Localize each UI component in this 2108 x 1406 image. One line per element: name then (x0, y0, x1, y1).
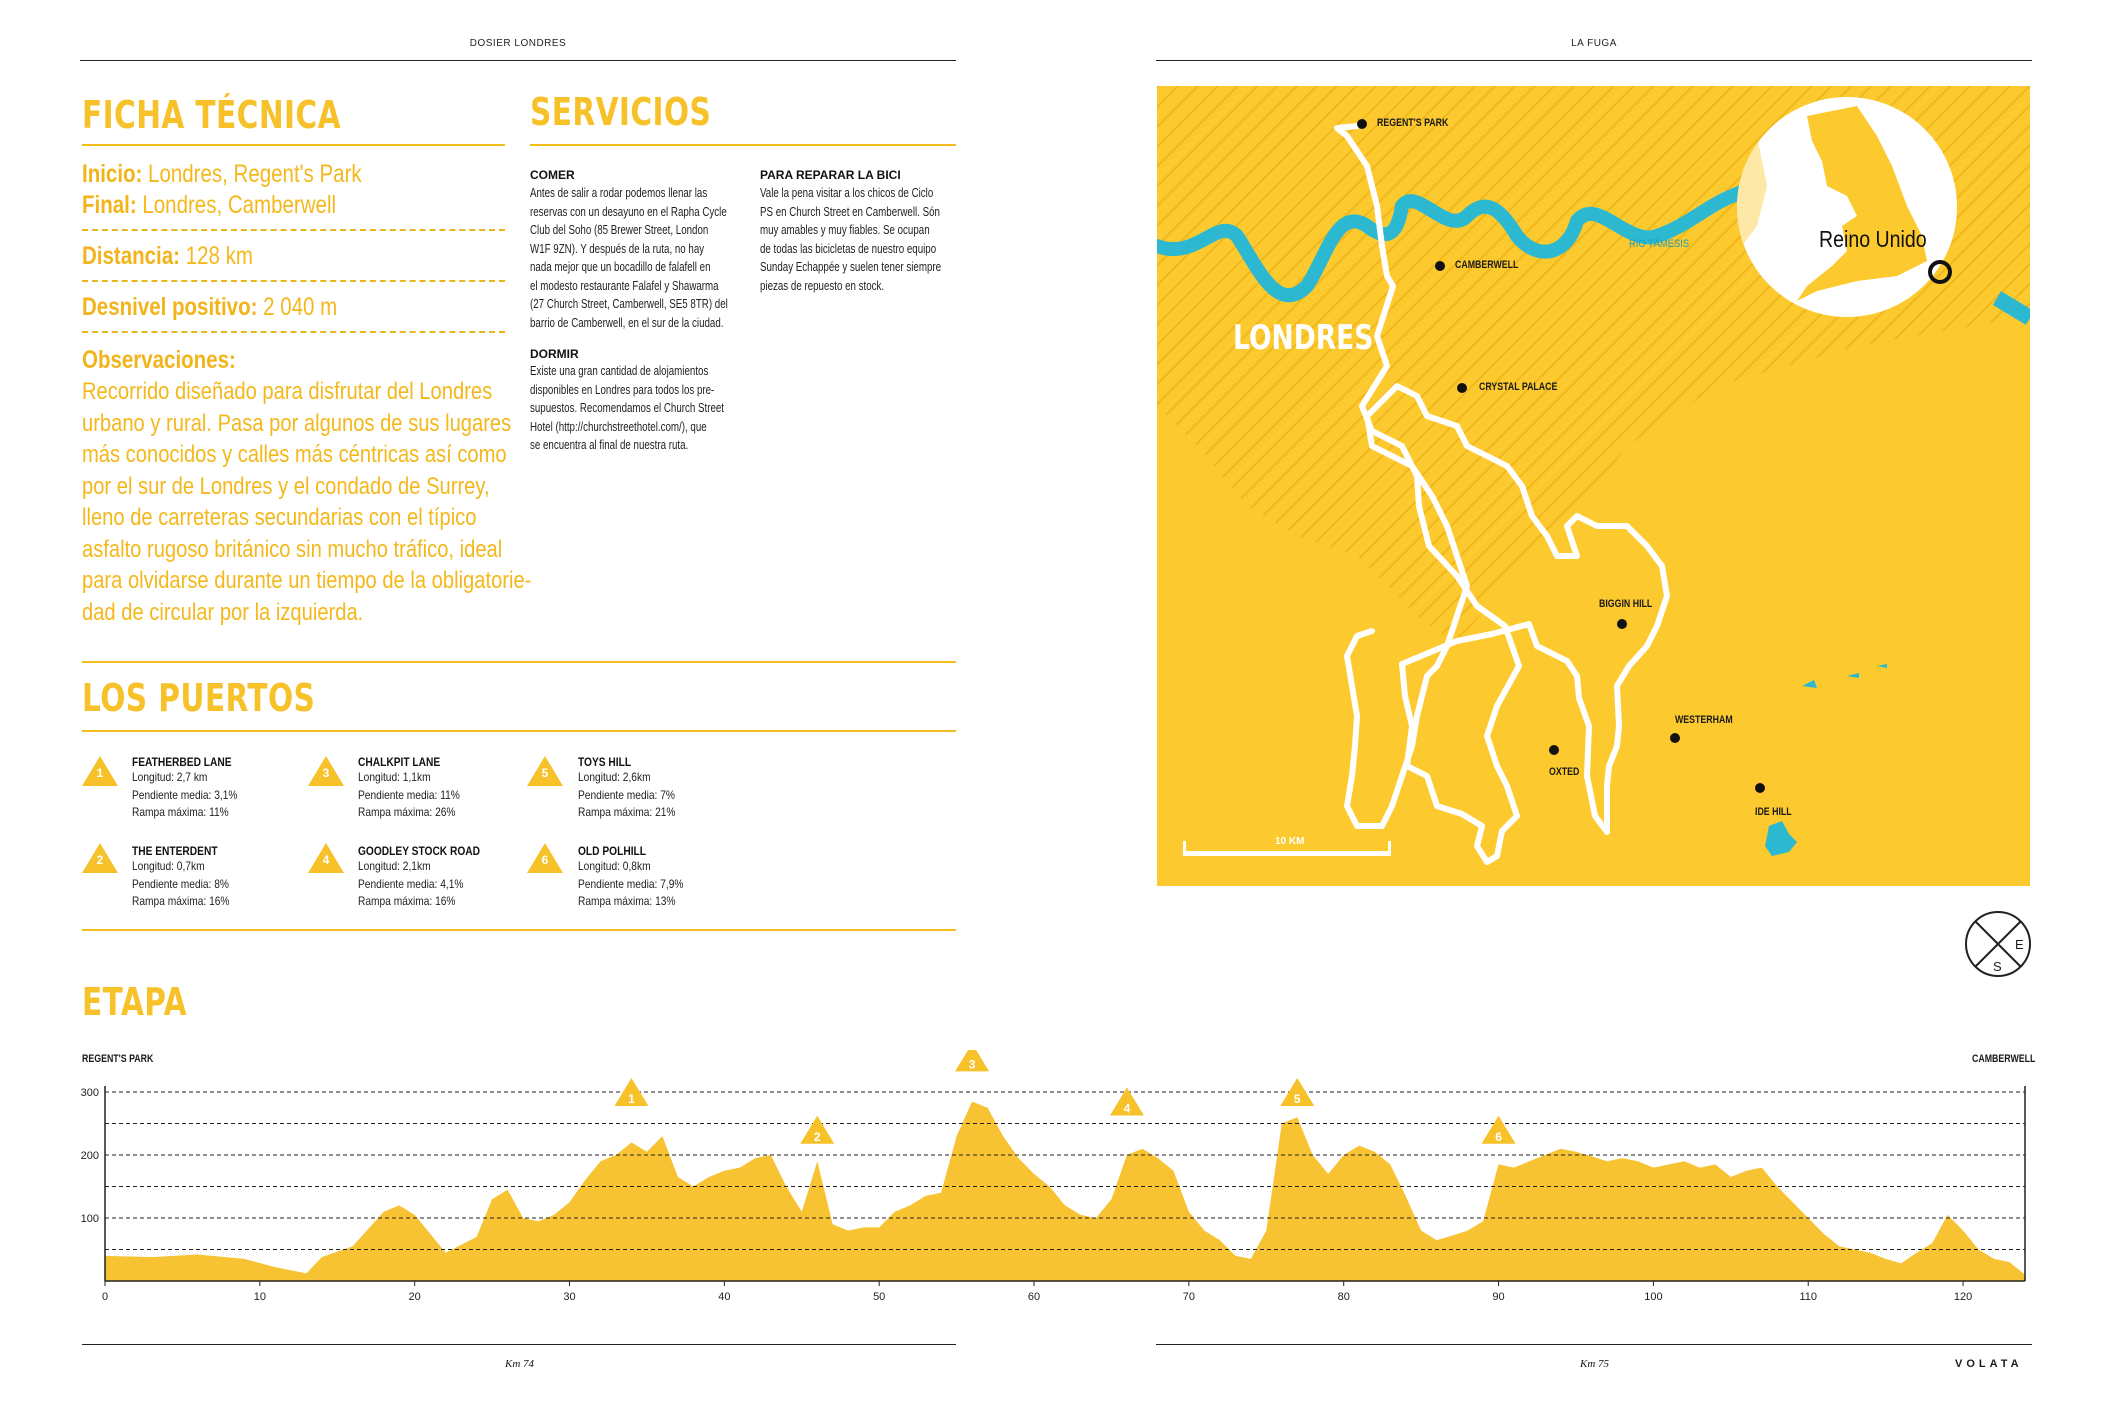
obs-line: Recorrido diseñado para disfrutar del Londres (82, 378, 493, 405)
distancia-label: Distancia: (82, 242, 180, 270)
distancia-value: 128 km (179, 242, 253, 270)
brand-logo: VOLATA (1955, 1358, 2023, 1370)
inicio-label: Inicio: (82, 160, 143, 188)
x-tick-label: 0 (101, 1291, 109, 1303)
ficha-desnivel (82, 293, 337, 322)
dormir-line: se encuentra al final de nuestra ruta. (530, 438, 689, 452)
profile-end-label: CAMBERWELL (1972, 1053, 2036, 1065)
puerto-rampa: Rampa máxima: 26% (358, 805, 456, 819)
elevation-area (105, 1102, 2025, 1282)
puerto-name: THE ENTERDENT (132, 844, 218, 858)
climb-2-marker (82, 843, 118, 873)
bici-line: Sunday Echappée y suelen tener siempre (760, 260, 942, 274)
obs-line: lleno de carreteras secundarias con el típico (82, 504, 477, 531)
climb-5-marker (527, 756, 563, 786)
map-label-river: RÍO TÁMESIS (1629, 238, 1690, 250)
ficha-divider-1 (82, 229, 505, 231)
obs-line: urbano y rural. Pasa por algunos de sus lugares (82, 409, 512, 437)
climb-marker-label: 1 (628, 1092, 635, 1106)
map-label-westerham: WESTERHAM (1675, 714, 1733, 726)
x-tick-label: 50 (873, 1291, 886, 1303)
puertos-bottom-rule (82, 929, 956, 931)
x-tick-label: 70 (1182, 1291, 1195, 1303)
compass-rose (1964, 910, 2032, 978)
ficha-divider-2 (82, 280, 505, 282)
comer-line: el modesto restaurante Falafel y Shawarma (530, 278, 719, 293)
inicio-value: Londres, Regent's Park (142, 160, 362, 188)
ficha-title: FICHA TÉCNICA (82, 93, 341, 137)
bici-text (760, 184, 941, 295)
y-tick-label: 200 (80, 1150, 99, 1162)
puertos-title-rule (82, 730, 956, 732)
puerto-3 (358, 755, 478, 822)
observaciones-text (82, 376, 531, 628)
compass-e: E (2015, 937, 2024, 952)
x-tick-label: 40 (718, 1291, 731, 1303)
puerto-2 (132, 844, 247, 911)
map-label-camberwell: CAMBERWELL (1455, 259, 1519, 271)
puerto-name: OLD POLHILL (578, 844, 646, 858)
comer-line: reservas con un desayuno en el Rapha Cycle (530, 204, 727, 219)
scale-tick-right (1388, 841, 1391, 856)
puerto-5 (578, 755, 693, 822)
map-label-ide-hill: IDE HILL (1755, 806, 1792, 818)
climb-marker-label: 4 (1123, 1101, 1131, 1116)
route-map (1157, 86, 2030, 886)
puerto-longitud: Longitud: 0,7km (132, 859, 205, 873)
point-ide-hill (1755, 783, 1765, 793)
x-tick-label: 80 (1337, 1291, 1350, 1303)
map-scale-label: 10 KM (1275, 836, 1305, 847)
obs-line: dad de circular por la izquierda. (82, 598, 364, 626)
comer-line: Club del Soho (85 Brewer Street, London (530, 223, 709, 237)
header-right-rule (1156, 60, 2032, 61)
dormir-line: disponibles en Londres para todos los pre- (530, 382, 715, 397)
puerto-name: FEATHERBED LANE (132, 755, 232, 769)
x-tick-label: 10 (253, 1291, 266, 1303)
puerto-longitud: Longitud: 1,1km (358, 770, 431, 784)
desnivel-label: Desnivel positivo: (82, 293, 258, 321)
comer-heading: COMER (530, 168, 575, 182)
puerto-rampa: Rampa máxima: 13% (578, 894, 676, 908)
servicios-title: SERVICIOS (530, 90, 712, 134)
map-label-inset: Reino Unido (1819, 226, 1927, 252)
final-value: Londres, Camberwell (136, 191, 337, 219)
puerto-pendiente: Pendiente media: 4,1% (358, 876, 464, 891)
ficha-distancia (82, 242, 253, 271)
lake-small (1802, 664, 1887, 688)
y-tick-label: 100 (80, 1213, 99, 1225)
bici-line: Vale la pena visitar a los chicos de Ciclo (760, 186, 934, 200)
puerto-longitud: Longitud: 2,7 km (132, 770, 208, 784)
climb-1-marker (82, 756, 118, 786)
dormir-text (530, 362, 724, 455)
x-tick-label: 90 (1492, 1291, 1505, 1303)
comer-line: Antes de salir a rodar podemos llenar las (530, 186, 708, 200)
bici-line: PS en Church Street en Camberwell. Són (760, 204, 940, 219)
page-number-left: Km 74 (505, 1358, 535, 1370)
climb-number: 1 (96, 766, 104, 780)
dormir-line: supuestos. Recomendamos el Church Street (530, 401, 725, 415)
climb-4-marker (308, 843, 344, 873)
map-label-biggin-hill: BIGGIN HILL (1599, 598, 1653, 610)
final-label: Final: (82, 191, 137, 219)
puerto-pendiente: Pendiente media: 7% (578, 787, 675, 802)
climb-3-marker (308, 756, 344, 786)
climb-number: 5 (541, 766, 549, 780)
puerto-1 (132, 755, 256, 822)
desnivel-value: 2 040 m (257, 293, 338, 321)
header-left-section: DOSIER LONDRES (469, 38, 567, 49)
ficha-final (82, 191, 336, 220)
bici-line: muy amables y muy fiables. Se ocupan (760, 223, 930, 237)
obs-label-text: Observaciones: (82, 346, 236, 374)
puerto-rampa: Rampa máxima: 11% (132, 805, 229, 819)
puerto-longitud: Longitud: 2,6km (578, 770, 651, 784)
climb-marker-label: 2 (813, 1129, 821, 1144)
header-right-section: LA FUGA (1571, 38, 1617, 49)
bici-line: de todas las bicicletas de nuestro equipo (760, 241, 937, 256)
dormir-line: Hotel (http://churchstreethotel.com/), que (530, 419, 707, 434)
comer-line: (27 Church Street, Camberwell, SE5 8TR) del (530, 297, 728, 311)
ficha-divider-3 (82, 331, 505, 333)
map-label-regents-park: REGENT'S PARK (1377, 117, 1449, 129)
climb-6-marker (527, 843, 563, 873)
point-biggin-hill (1617, 619, 1627, 629)
servicios-title-rule (530, 144, 956, 146)
etapa-title: ETAPA (82, 980, 187, 1024)
climb-marker-label: 6 (1495, 1129, 1502, 1144)
point-westerham (1670, 733, 1680, 743)
puerto-name: TOYS HILL (578, 755, 632, 769)
ficha-inicio (82, 160, 362, 189)
puerto-longitud: Longitud: 0,8km (578, 859, 651, 873)
elevation-profile-chart (0, 1050, 2108, 1310)
scale-bar (1183, 851, 1391, 856)
obs-line: más conocidos y calles más céntricas así como (82, 441, 507, 468)
climb-number: 2 (96, 853, 104, 867)
dormir-heading: DORMIR (530, 347, 579, 361)
profile-start-label: REGENT'S PARK (82, 1053, 154, 1065)
puertos-top-rule (82, 661, 956, 663)
puertos-title: LOS PUERTOS (82, 676, 316, 720)
puerto-6 (578, 844, 702, 911)
y-tick-label: 300 (80, 1087, 99, 1099)
puerto-name: GOODLEY STOCK ROAD (358, 844, 481, 858)
puerto-pendiente: Pendiente media: 3,1% (132, 787, 238, 802)
bici-line: piezas de repuesto en stock. (760, 278, 885, 293)
point-oxted (1549, 745, 1559, 755)
puerto-longitud: Longitud: 2,1km (358, 859, 431, 873)
x-tick-label: 100 (1644, 1291, 1663, 1303)
ficha-title-rule (82, 144, 505, 146)
footer-right-rule (1156, 1344, 2032, 1345)
x-tick-label: 60 (1027, 1291, 1041, 1303)
bici-heading: PARA REPARAR LA BICI (760, 168, 901, 182)
map-label-londres: LONDRES (1233, 318, 1374, 358)
page-number-right: Km 75 (1580, 1358, 1610, 1370)
point-regents-park (1357, 119, 1367, 129)
compass-s: S (1993, 959, 2002, 974)
puerto-pendiente: Pendiente media: 7,9% (578, 876, 684, 891)
header-left-rule (80, 60, 956, 61)
point-crystal-palace (1457, 383, 1467, 393)
x-tick-label: 120 (1953, 1291, 1973, 1303)
x-tick-label: 30 (563, 1291, 576, 1303)
map-graphic (1157, 86, 2030, 886)
x-tick-label: 110 (1799, 1291, 1817, 1303)
climb-number: 4 (322, 853, 330, 867)
comer-line: barrio de Camberwell, en el sur de la ciudad. (530, 315, 724, 330)
puerto-name: CHALKPIT LANE (358, 755, 441, 769)
reservoir (1765, 821, 1797, 856)
puerto-rampa: Rampa máxima: 21% (578, 805, 676, 819)
obs-line: por el sur de Londres y el condado de Surrey, (82, 472, 490, 500)
puerto-pendiente: Pendiente media: 8% (132, 876, 229, 891)
observaciones-label (82, 346, 236, 375)
comer-line: W1F 9ZN). Y después de la ruta, no hay (530, 241, 705, 256)
climb-number: 6 (541, 853, 549, 867)
footer-left-rule (82, 1344, 956, 1345)
comer-line: nada mejor que un bocadillo de falafell en (530, 260, 711, 274)
map-label-oxted: OXTED (1549, 766, 1580, 778)
puerto-rampa: Rampa máxima: 16% (358, 894, 456, 908)
puerto-pendiente: Pendiente media: 11% (358, 787, 460, 802)
comer-text (530, 184, 728, 332)
point-camberwell (1435, 261, 1445, 271)
puerto-rampa: Rampa máxima: 16% (132, 894, 230, 908)
dormir-line: Existe una gran cantidad de alojamientos (530, 364, 709, 378)
climb-marker-label: 3 (968, 1057, 976, 1072)
climb-number: 3 (322, 766, 330, 780)
obs-line: para olvidarse durante un tiempo de la obligatorie- (82, 567, 532, 594)
x-tick-label: 20 (408, 1291, 421, 1303)
climb-marker-label: 5 (1293, 1092, 1301, 1106)
obs-line: asfalto rugoso británico sin mucho tráfico, ideal (82, 535, 503, 563)
scale-tick-left (1183, 841, 1186, 856)
map-label-crystal-palace: CRYSTAL PALACE (1479, 381, 1558, 393)
puerto-4 (358, 844, 502, 911)
